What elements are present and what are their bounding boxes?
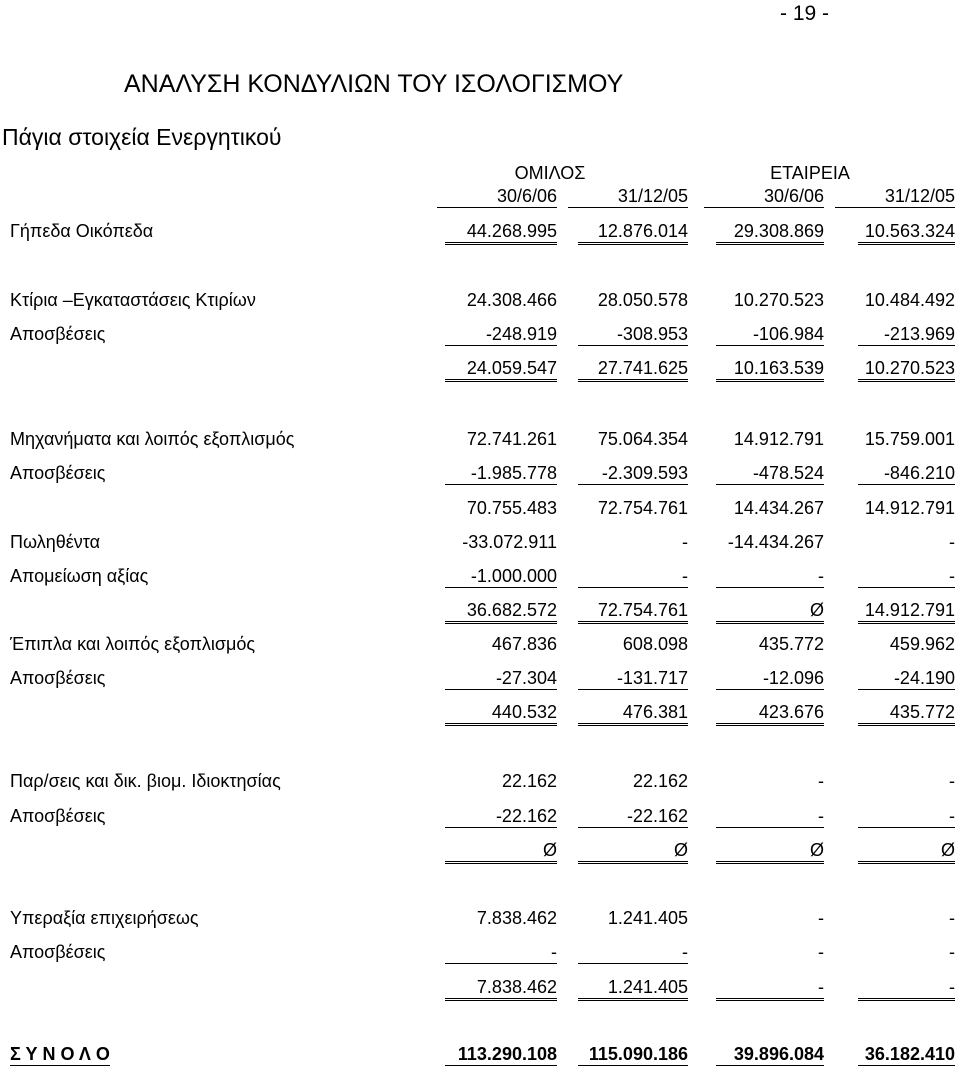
value-cell: -12.096 [716,667,824,690]
value-cell: 435.772 [758,634,824,654]
section-title: Πάγια στοιχεία Ενεργητικού [2,124,282,150]
value-cell: 36.182.410 [858,1043,955,1066]
row-label: Αποσβέσεις [10,324,106,344]
value-cell: -14.434.267 [727,532,824,552]
value-cell: -131.717 [578,667,688,690]
value-cell: - [949,771,955,791]
value-cell: - [818,771,824,791]
value-cell: 459.962 [889,634,955,654]
table-row-depreciation [0,941,960,965]
value-cell: 476.381 [578,701,688,726]
table-row-subtotal [0,976,960,1000]
value-cell: 10.163.539 [716,357,824,382]
value-cell: - [949,908,955,928]
value-cell: - [858,976,955,1001]
value-cell: 29.308.869 [716,220,824,245]
value-cell: 70.755.483 [466,498,557,518]
value-cell: - [949,532,955,552]
value-cell: 24.059.547 [445,357,557,382]
row-label: Αποσβέσεις [10,463,106,483]
value-cell: 14.912.791 [864,498,955,518]
value-cell: 7.838.462 [476,908,557,928]
value-cell: 7.838.462 [445,976,557,1001]
value-cell: Ø [445,839,557,864]
value-cell: - [716,805,824,828]
value-cell: - [858,805,955,828]
value-cell: -2.309.593 [578,462,688,485]
column-header-company-2005: 31/12/05 [835,186,955,208]
value-cell: 72.754.761 [597,498,688,518]
column-header-group-2005: 31/12/05 [568,186,688,208]
value-cell: - [858,565,955,588]
row-label: Κτίρια –Εγκαταστάσεις Κτιρίων [10,290,256,310]
value-cell: -24.190 [858,667,955,690]
table-row-total [0,1043,960,1067]
value-cell: -33.072.911 [462,532,557,552]
value-cell: 24.308.466 [466,290,557,310]
value-cell: -478.524 [716,462,824,485]
table-row-buildings [0,289,960,313]
value-cell: - [445,941,557,964]
value-cell: 22.162 [632,771,688,791]
table-row-depreciation [0,323,960,347]
value-cell: -106.984 [716,323,824,346]
value-cell: 72.754.761 [578,599,688,624]
total-label: Σ Υ Ν Ο Λ Ο [10,1044,110,1064]
column-header-group-2006: 30/6/06 [437,186,557,208]
table-row-furniture [0,633,960,657]
value-cell: 435.772 [858,701,955,726]
table-row-goodwill [0,907,960,931]
value-cell: Ø [578,839,688,864]
value-cell: -27.304 [445,667,557,690]
value-cell: -248.919 [445,323,557,346]
value-cell: 113.290.108 [445,1043,557,1066]
row-label: Έπιπλα και λοιπός εξοπλισμός [10,634,256,654]
table-row-subtotal [0,599,960,623]
company-header: ΕΤΑΙΡΕΙΑ [770,163,850,183]
value-cell: - [716,565,824,588]
value-cell: 72.741.261 [466,429,557,449]
table-row-depreciation [0,462,960,486]
value-cell: 1.241.405 [607,908,688,928]
row-label: Παρ/σεις και δικ. βιομ. Ιδιοκτησίας [10,771,281,791]
page-number: - 19 - [780,2,830,25]
value-cell: - [818,908,824,928]
row-label: Απομείωση αξίας [10,566,149,586]
value-cell: 39.896.084 [716,1043,824,1066]
row-label: Πωληθέντα [10,532,101,552]
table-row-depreciation [0,667,960,691]
value-cell: - [578,941,688,964]
value-cell: - [716,976,824,1001]
value-cell: 10.270.523 [733,290,824,310]
table-row-subtotal [0,701,960,725]
value-cell: -22.162 [578,805,688,828]
value-cell: -1.985.778 [445,462,557,485]
value-cell: Ø [716,839,824,864]
value-cell: 14.912.791 [733,429,824,449]
table-row-subtotal [0,497,960,521]
value-cell: 75.064.354 [597,429,688,449]
table-row-depreciation [0,805,960,829]
value-cell: 10.270.523 [858,357,955,382]
value-cell: 1.241.405 [578,976,688,1001]
row-label: Γήπεδα Οικόπεδα [10,221,154,241]
value-cell: 14.912.791 [858,599,955,624]
value-cell: 44.268.995 [445,220,557,245]
value-cell: Ø [858,839,955,864]
value-cell: - [949,942,955,962]
column-header-company-2006: 30/6/06 [704,186,824,208]
table-row-land [0,220,960,244]
value-cell: 22.162 [501,771,557,791]
value-cell: -308.953 [578,323,688,346]
value-cell: 423.676 [716,701,824,726]
value-cell: 10.484.492 [864,290,955,310]
page-title: ΑΝΑΛΥΣΗ ΚΟΝΔΥΛΙΩΝ ΤΟΥ ΙΣΟΛΟΓΙΣΜΟΥ [124,70,624,98]
value-cell: -22.162 [445,805,557,828]
table-row-industrial-property [0,770,960,794]
table-row-sold [0,531,960,555]
value-cell: - [578,565,688,588]
value-cell: 467.836 [491,634,557,654]
value-cell: -213.969 [858,323,955,346]
value-cell: Ø [716,599,824,624]
value-cell: -1.000.000 [445,565,557,588]
table-row-impairment [0,565,960,589]
row-label: Αποσβέσεις [10,806,106,826]
value-cell: - [818,942,824,962]
row-label: Αποσβέσεις [10,668,106,688]
value-cell: 10.563.324 [858,220,955,245]
value-cell: 36.682.572 [445,599,557,624]
table-row-machinery [0,428,960,452]
table-row-subtotal [0,839,960,863]
value-cell: 440.532 [445,701,557,726]
value-cell: 15.759.001 [864,429,955,449]
value-cell: 115.090.186 [578,1043,688,1066]
value-cell: 27.741.625 [578,357,688,382]
value-cell: - [682,532,688,552]
table-row-subtotal [0,357,960,381]
value-cell: -846.210 [858,462,955,485]
row-label: Υπεραξία επιχειρήσεως [10,908,199,928]
value-cell: 14.434.267 [733,498,824,518]
row-label: Μηχανήματα και λοιπός εξοπλισμός [10,429,295,449]
row-label: Αποσβέσεις [10,942,106,962]
group-header: ΟΜΙΛΟΣ [514,163,586,183]
value-cell: 608.098 [622,634,688,654]
value-cell: 28.050.578 [597,290,688,310]
value-cell: 12.876.014 [578,220,688,245]
